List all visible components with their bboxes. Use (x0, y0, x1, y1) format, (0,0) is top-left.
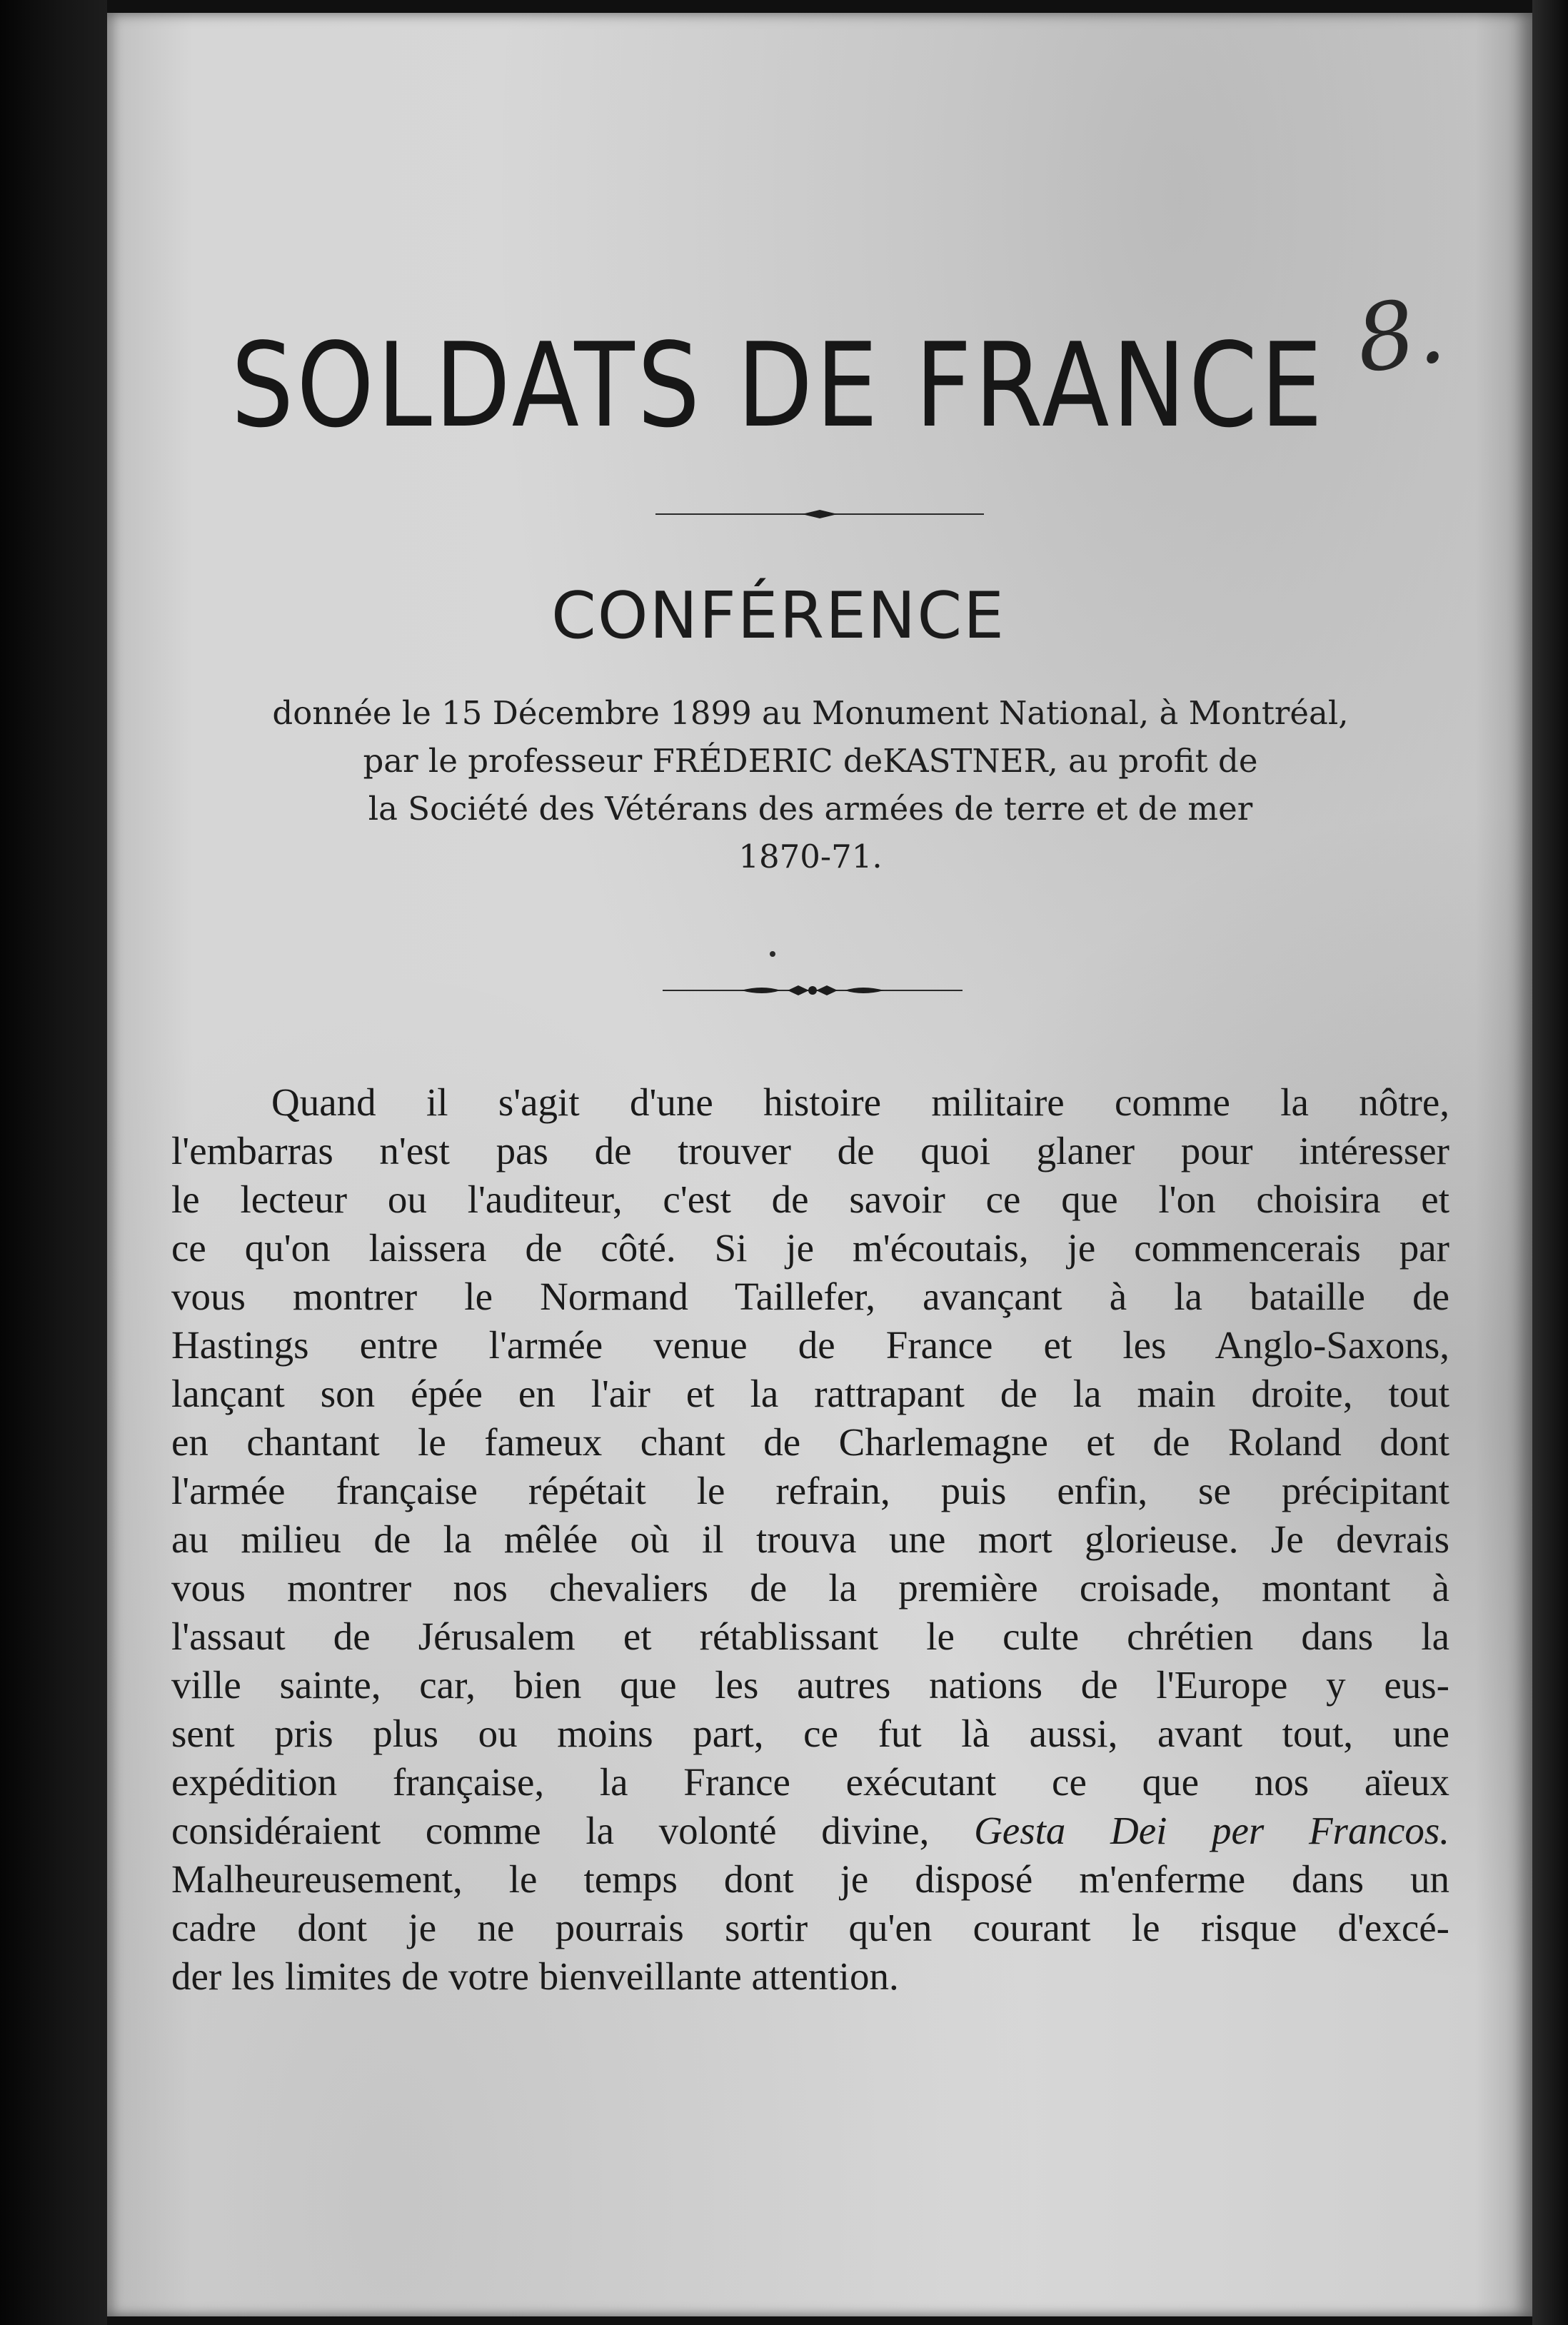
conference-details (179, 689, 1442, 880)
body-line: en chantant le fameux chant de Charlemagne et de Roland dont (171, 1420, 1449, 1464)
title-divider (655, 507, 984, 521)
body-line: vous montrer le Normand Taillefer, avançant à la bataille de (171, 1275, 1449, 1318)
conference-details-line: la Société des Vétérans des armées de terre et de mer (368, 790, 1253, 828)
body-line: cadre dont je ne pourrais sortir qu'en courant le risque d'excé- (171, 1906, 1449, 1949)
body-line: expédition française, la France exécutant ce que nos aïeux (171, 1760, 1449, 1804)
body-paragraph (171, 1078, 1449, 2001)
body-line: l'armée française répétait le refrain, puis enfin, se précipitant (171, 1469, 1449, 1512)
handwritten-page-number: 8. (1350, 276, 1451, 394)
subtitle-conference: CONFÉRENCE (551, 578, 1006, 653)
book-binding (0, 0, 107, 2325)
body-line: Hastings entre l'armée venue de France et les Anglo-Saxons, (171, 1323, 1449, 1367)
page-edge-shadow (1532, 0, 1568, 2325)
conference-details-line: donnée le 15 Décembre 1899 au Monument National, à Montréal, (272, 694, 1349, 732)
body-line: lançant son épée en l'air et la rattrapant de la main droite, tout (171, 1372, 1449, 1415)
body-line: ce qu'on laissera de côté. Si je m'écoutais, je commencerais par (171, 1226, 1449, 1270)
body-line: vous montrer nos chevaliers de la première croisade, montant à (171, 1566, 1449, 1610)
body-line-with-latin (171, 1807, 1449, 1855)
body-line: Quand il s'agit d'une histoire militaire comme la nôtre, (271, 1080, 1449, 1124)
latin-quote: Gesta Dei per Francos. (974, 1809, 1450, 1852)
body-line: der les limites de votre bienveillante attention. (171, 1954, 899, 1998)
conference-details-line: 1870-71. (738, 838, 883, 875)
ornament-dot (770, 951, 775, 957)
body-line: Malheureusement, le temps dont je disposé m'enferme dans un (171, 1857, 1449, 1901)
body-line: sent pris plus ou moins part, ce fut là aussi, avant tout, une (171, 1712, 1449, 1755)
body-line: ville sainte, car, bien que les autres nations de l'Europe y eus- (171, 1663, 1449, 1707)
body-line: l'embarras n'est pas de trouver de quoi glaner pour intéresser (171, 1129, 1449, 1172)
body-line: l'assaut de Jérusalem et rétablissant le culte chrétien dans la (171, 1615, 1449, 1658)
page-title: SOLDATS DE FRANCE (231, 318, 1326, 453)
conference-details-line: par le professeur FRÉDERIC deKASTNER, au profit de (363, 742, 1258, 780)
body-line: au milieu de la mêlée où il trouva une mort glorieuse. Je devrais (171, 1517, 1449, 1561)
body-line: le lecteur ou l'auditeur, c'est de savoir ce que l'on choisira et (171, 1177, 1449, 1221)
body-line-text: considéraient comme la volonté divine, (171, 1809, 930, 1852)
ornamental-divider (663, 980, 963, 1001)
